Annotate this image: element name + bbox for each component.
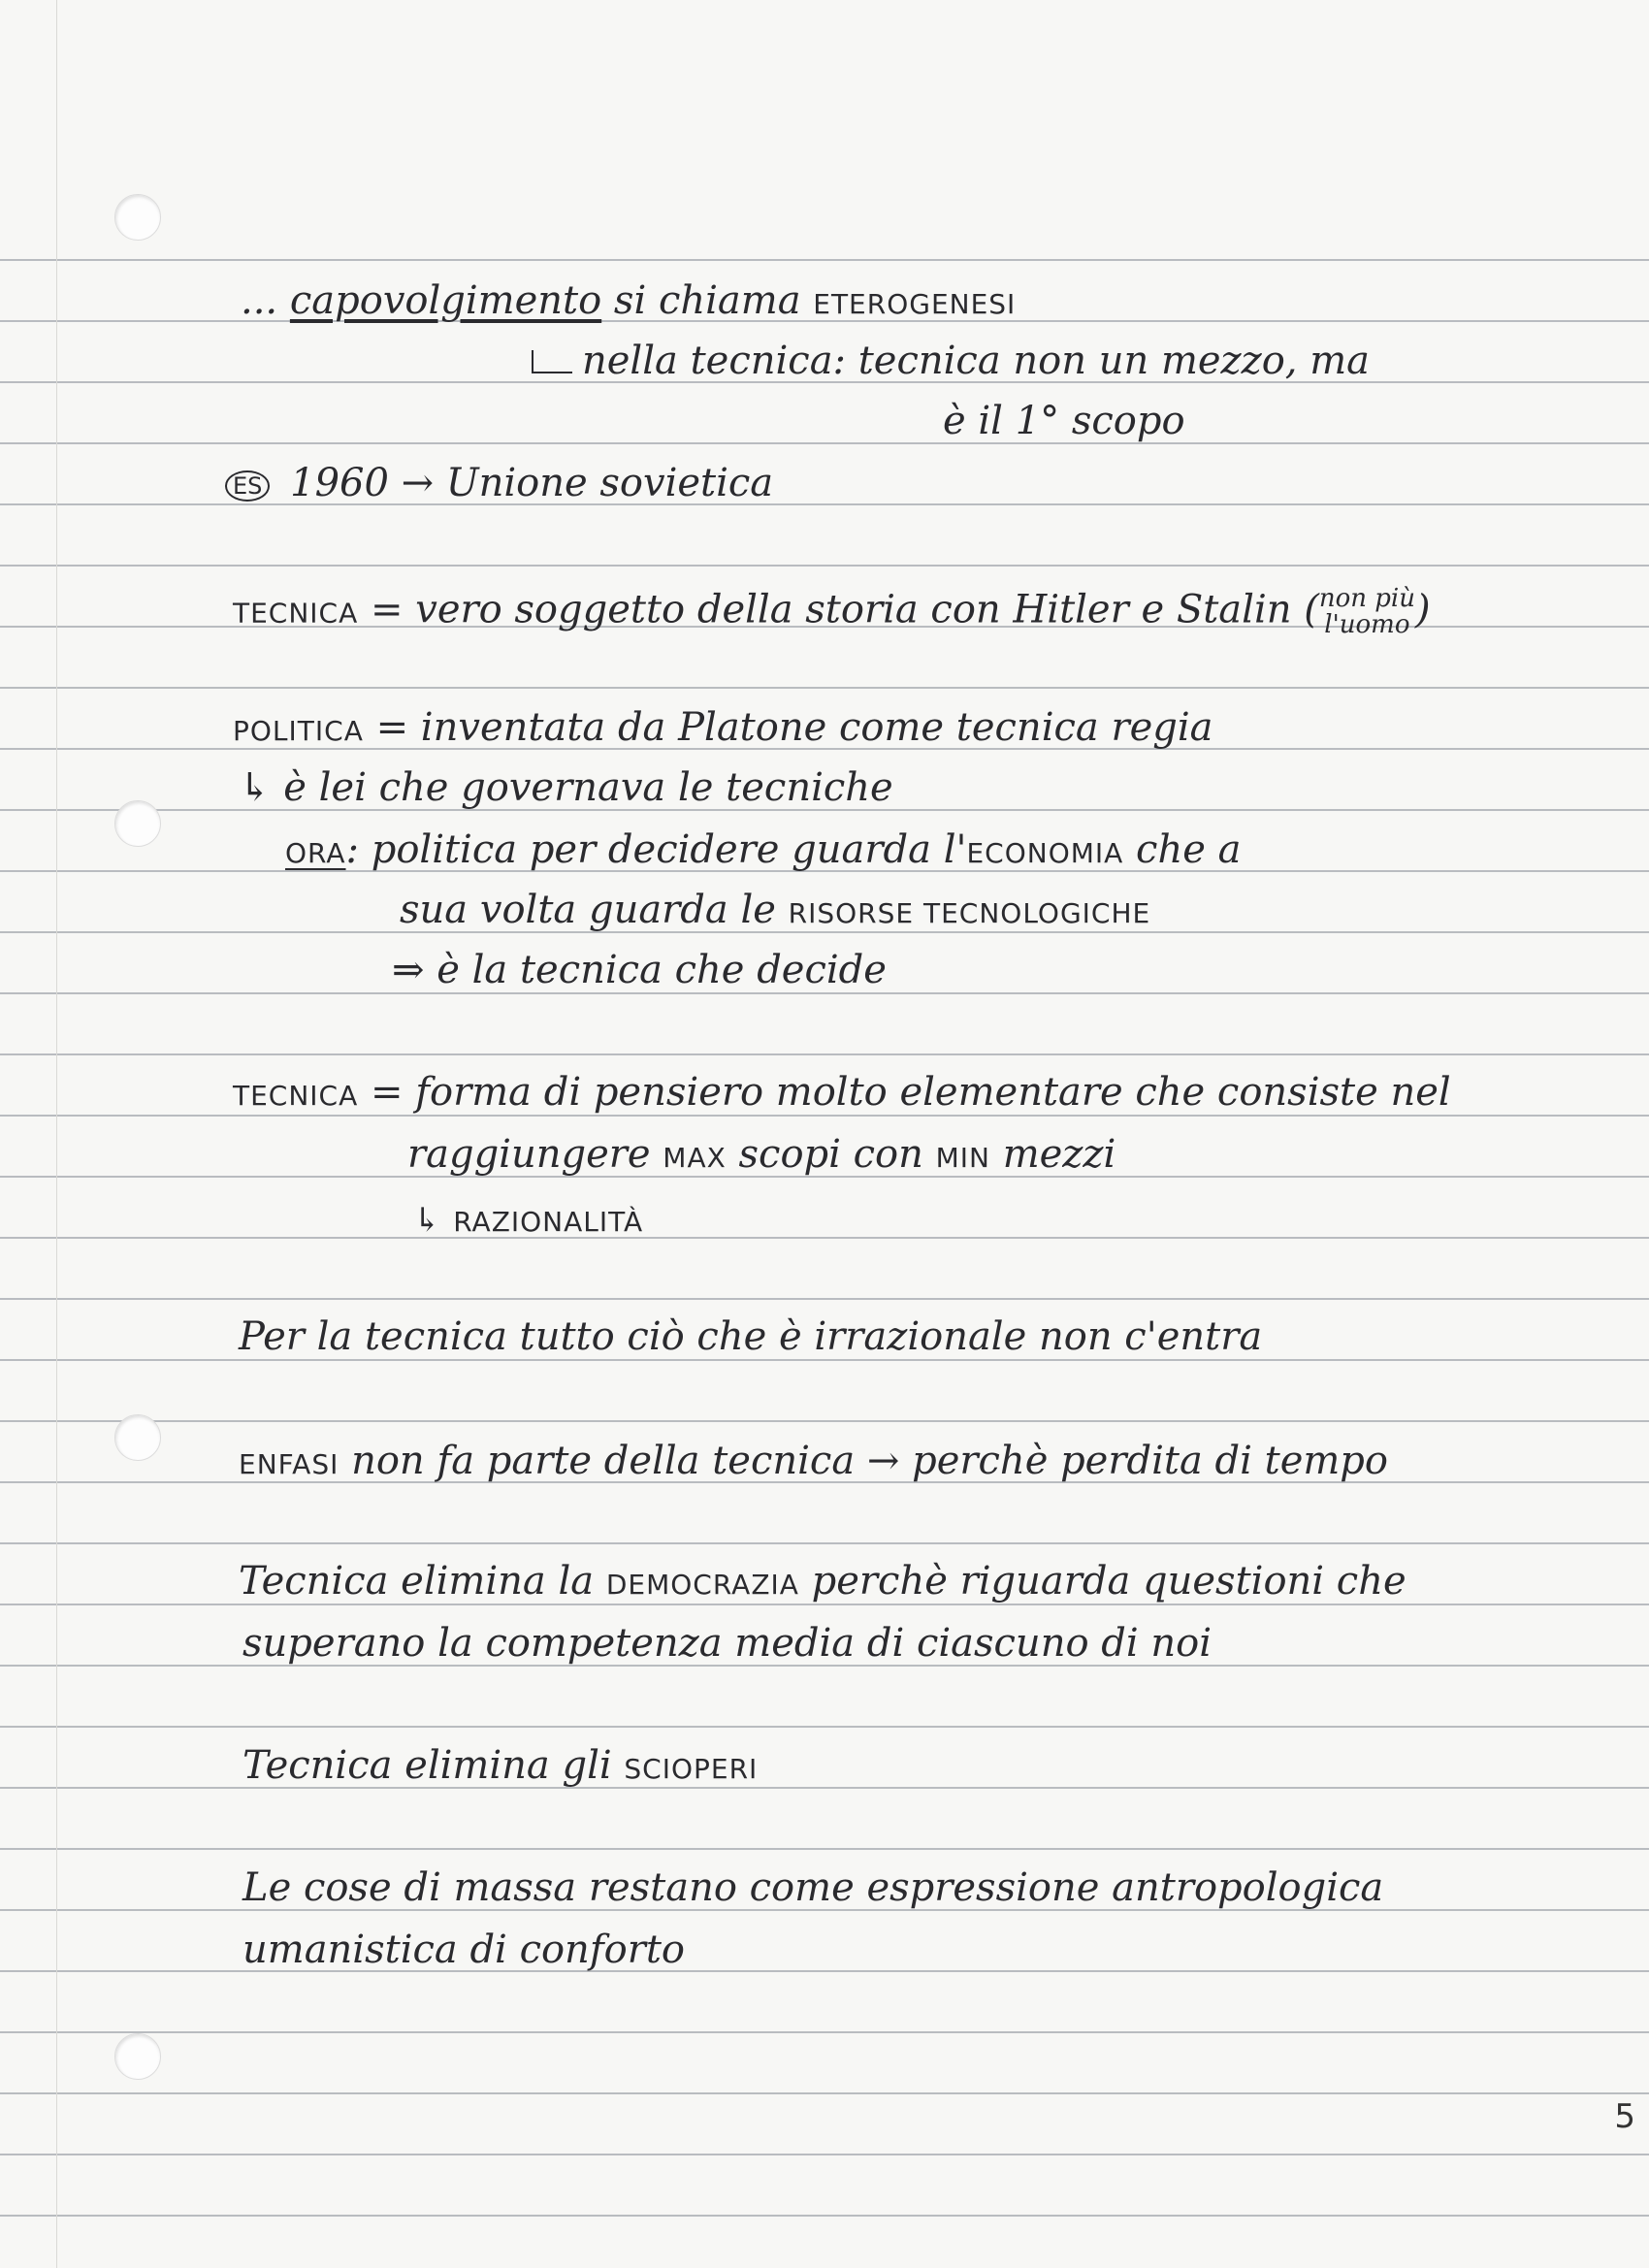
note-line-15 xyxy=(239,1439,1388,1483)
note-line-20 xyxy=(242,1928,685,1972)
term-caps: RAZIONALITÀ xyxy=(453,1206,644,1238)
term-caps: TECNICA xyxy=(233,1080,359,1112)
note-text: 1960 → Unione sovietica xyxy=(290,461,774,505)
note-text: nella tecnica: tecnica non un mezzo, ma xyxy=(582,339,1370,383)
ellipsis: ... xyxy=(241,278,278,323)
arrow-icon: ↳ xyxy=(413,1201,441,1240)
binder-hole xyxy=(114,2033,161,2080)
note-line-12 xyxy=(407,1132,1116,1177)
term-caps: TECNICA xyxy=(233,597,359,630)
note-line-19 xyxy=(242,1865,1384,1910)
note-text: che a xyxy=(1136,827,1242,872)
note-line-17 xyxy=(242,1621,1212,1666)
note-line-13 xyxy=(413,1199,643,1238)
term-caps: ECONOMIA xyxy=(966,837,1124,869)
note-text: = forma di pensiero molto elementare che consiste nel xyxy=(370,1070,1451,1115)
note-text: è il 1° scopo xyxy=(943,399,1185,443)
paren: ) xyxy=(1414,587,1431,632)
term-caps: RISORSE TECNOLOGICHE xyxy=(788,897,1151,929)
term-caps: MIN xyxy=(935,1142,990,1174)
note-text: raggiungere xyxy=(407,1132,651,1177)
note-line-9 xyxy=(400,888,1151,932)
note-text: : politica per decidere guarda l' xyxy=(345,827,967,872)
underlined-word: capovolgimento xyxy=(289,278,602,323)
term-caps: MAX xyxy=(663,1142,727,1174)
margin-line xyxy=(56,0,57,2268)
paren: ( xyxy=(1304,587,1319,632)
note-text: scopi con xyxy=(738,1132,923,1177)
note-text: umanistica di conforto xyxy=(242,1928,685,1972)
binder-hole xyxy=(114,1414,161,1461)
note-text: = inventata da Platone come tecnica regia xyxy=(375,705,1213,750)
note-line-1 xyxy=(241,278,1017,323)
note-text: sua volta guarda le xyxy=(400,888,776,932)
note-text: Tecnica elimina gli xyxy=(242,1743,612,1788)
note-text: perchè riguarda questioni che xyxy=(811,1559,1406,1604)
note-text: ⇒ è la tecnica che decide xyxy=(392,948,887,992)
note-text: = vero soggetto della storia con Hitler e Stalin xyxy=(370,587,1292,632)
page-number: 5 xyxy=(1614,2097,1635,2136)
note-line-14 xyxy=(239,1314,1263,1359)
binder-hole xyxy=(114,800,161,847)
note-line-2 xyxy=(532,339,1370,383)
note-line-5 xyxy=(233,586,1431,639)
es-circle-icon: ES xyxy=(225,470,270,502)
term-caps: ENFASI xyxy=(239,1448,340,1480)
note-line-6 xyxy=(233,705,1213,750)
note-text: è lei che governava le tecniche xyxy=(283,765,893,810)
note-line-3 xyxy=(943,399,1185,443)
underlined-word: ORA xyxy=(285,837,346,869)
arrow-hook-icon xyxy=(532,350,572,373)
term-caps: POLITICA xyxy=(233,715,364,747)
note-line-7 xyxy=(239,765,893,810)
note-text: superano la competenza media di ciascuno di noi xyxy=(242,1621,1212,1666)
note-text: Per la tecnica tutto ciò che è irrazionale non c'entra xyxy=(239,1314,1263,1359)
term-caps: DEMOCRAZIA xyxy=(605,1569,799,1601)
note-line-11 xyxy=(233,1070,1451,1115)
aside-note: non più l'uomo xyxy=(1318,584,1415,640)
note-line-10 xyxy=(392,948,887,992)
note-line-8 xyxy=(285,827,1242,872)
note-text: si chiama xyxy=(613,278,801,323)
note-text: non fa parte della tecnica → perchè perdita di tempo xyxy=(351,1439,1388,1483)
term-caps: SCIOPERI xyxy=(624,1753,759,1785)
note-text: mezzi xyxy=(1002,1132,1116,1177)
note-line-18 xyxy=(242,1743,759,1788)
note-line-4 xyxy=(225,461,774,505)
note-line-16 xyxy=(239,1559,1406,1604)
term-caps: ETEROGENESI xyxy=(813,288,1017,320)
note-text: Tecnica elimina la xyxy=(239,1559,595,1604)
arrow-icon: ↳ xyxy=(239,765,272,810)
note-text: Le cose di massa restano come espressione antropologica xyxy=(242,1865,1384,1910)
binder-hole xyxy=(114,194,161,241)
